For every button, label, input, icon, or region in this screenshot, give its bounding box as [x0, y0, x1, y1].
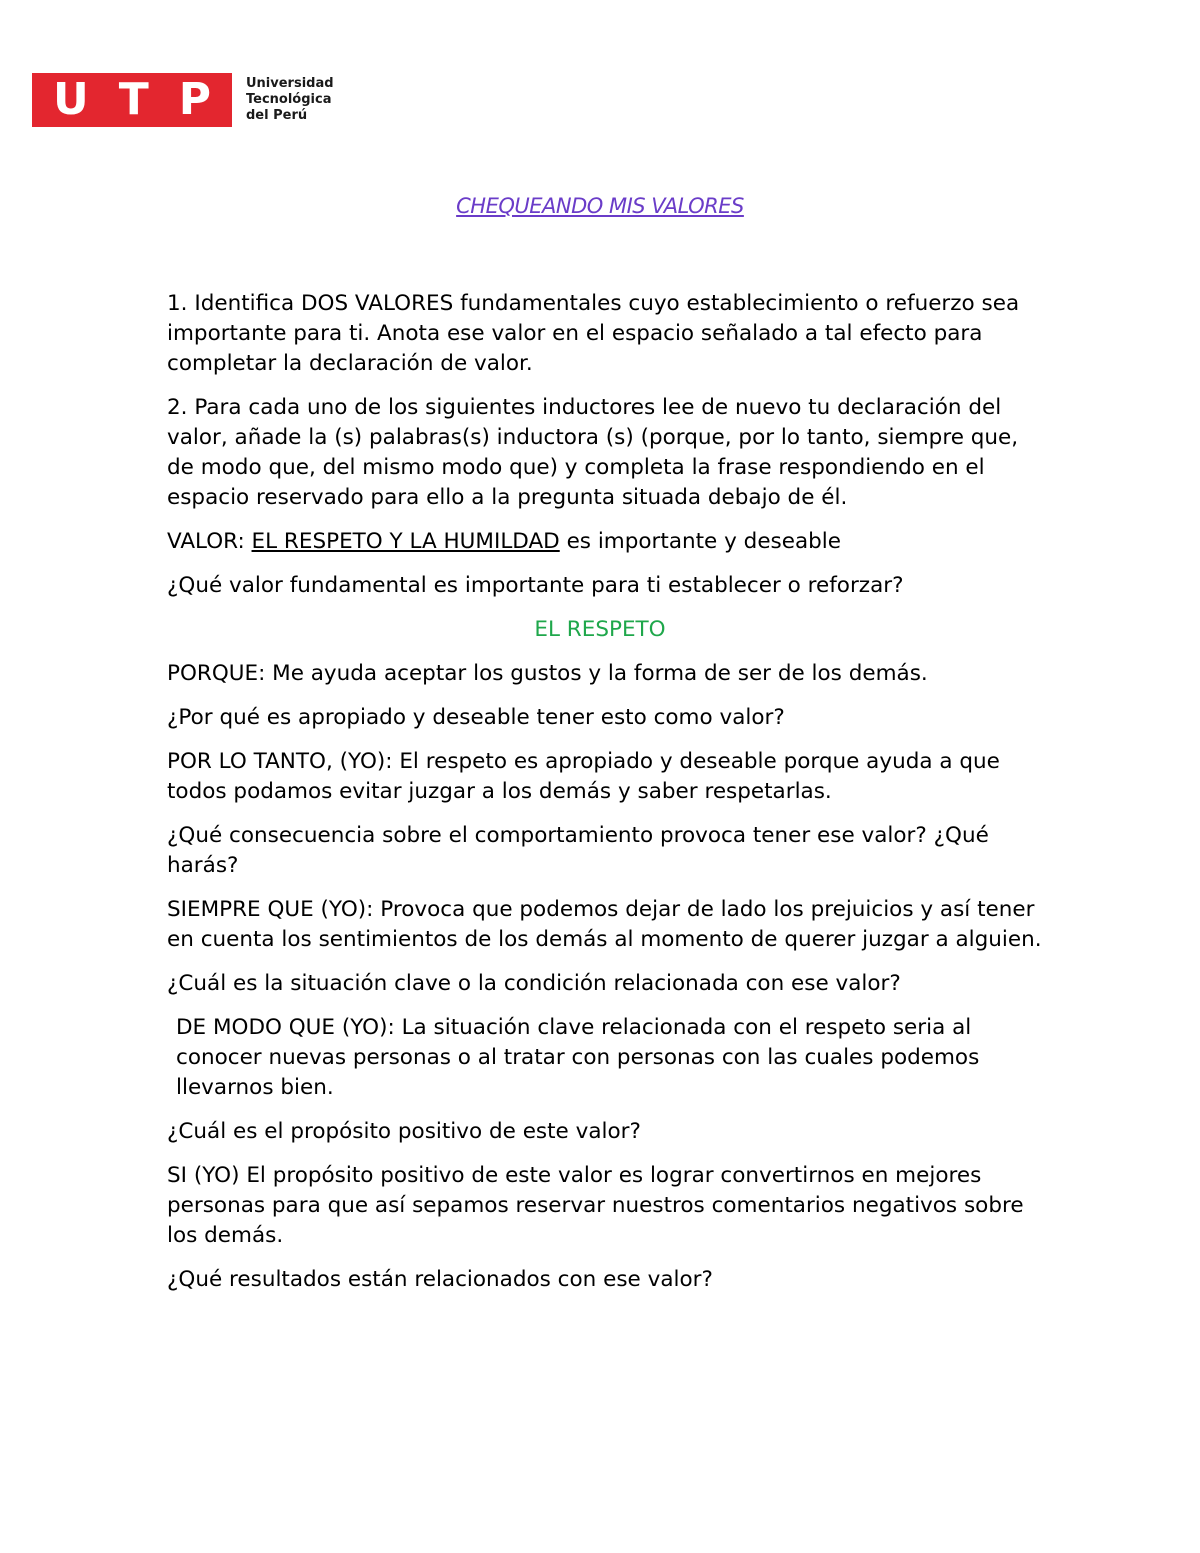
university-name-line-1: Universidad: [246, 76, 334, 91]
answer-de-modo-que: DE MODO QUE (YO): La situación clave relacionada con el respeto seria al conocer nuevas personas o al tratar con personas con las cuales podemos llevarnos bien.: [176, 1015, 980, 1100]
question-3: ¿Qué consecuencia sobre el comportamiento provoca tener ese valor? ¿Qué harás?: [167, 823, 989, 878]
logo-letter-p: P: [178, 74, 211, 125]
answer-porque: PORQUE: Me ayuda aceptar los gustos y la forma de ser de los demás.: [167, 661, 928, 686]
valor-suffix: es importante y deseable: [559, 529, 841, 554]
valor-prefix: VALOR:: [167, 529, 252, 554]
question-1: ¿Qué valor fundamental es importante para ti establecer o reforzar?: [167, 573, 904, 598]
university-name-line-2: Tecnológica: [246, 92, 332, 107]
answer-siempre-que: SIEMPRE QUE (YO): Provoca que podemos dejar de lado los prejuicios y así tener en cuenta los sentimientos de los demás al momento de querer juzgar a alguien.: [167, 897, 1042, 952]
utp-logo-mark: [32, 73, 232, 127]
answer-por-lo-tanto: POR LO TANTO, (YO): El respeto es apropiado y deseable porque ayuda a que todos podamos evitar juzgar a los demás y saber respetarlas.: [167, 749, 1000, 804]
document-title: CHEQUEANDO MIS VALORES: [456, 194, 744, 218]
university-name-line-3: del Perú: [246, 108, 308, 123]
instruction-2: 2. Para cada uno de los siguientes inductores lee de nuevo tu declaración del valor, añade la (s) palabras(s) inductora (s) (porque, por lo tanto, siempre que, de modo que, del mismo modo que) y completa la frase respondiendo en el espacio reservado para ello a la pregunta situada debajo de él.: [167, 395, 1019, 510]
answer-si-yo: SI (YO) El propósito positivo de este valor es lograr convertirnos en mejores personas para que así sepamos reservar nuestros comentarios negativos sobre los demás.: [167, 1163, 1024, 1248]
university-name: [246, 76, 334, 124]
question-6: ¿Qué resultados están relacionados con ese valor?: [167, 1267, 713, 1292]
valor-statement: [167, 527, 1047, 557]
logo-letter-u: U: [53, 74, 89, 125]
question-5: ¿Cuál es el propósito positivo de este valor?: [167, 1119, 641, 1144]
document-body: [167, 289, 1047, 1309]
answer-value: EL RESPETO: [534, 617, 666, 642]
valor-value: EL RESPETO Y LA HUMILDAD: [251, 529, 560, 554]
question-2: ¿Por qué es apropiado y deseable tener esto como valor?: [167, 705, 785, 730]
logo-letter-t: T: [118, 74, 149, 125]
instruction-1: 1. Identifica DOS VALORES fundamentales cuyo establecimiento o refuerzo sea importante para ti. Anota ese valor en el espacio señalado a tal efecto para completar la declaración de valor.: [167, 291, 1020, 376]
question-4: ¿Cuál es la situación clave o la condición relacionada con ese valor?: [167, 971, 901, 996]
utp-logo: [32, 73, 334, 127]
